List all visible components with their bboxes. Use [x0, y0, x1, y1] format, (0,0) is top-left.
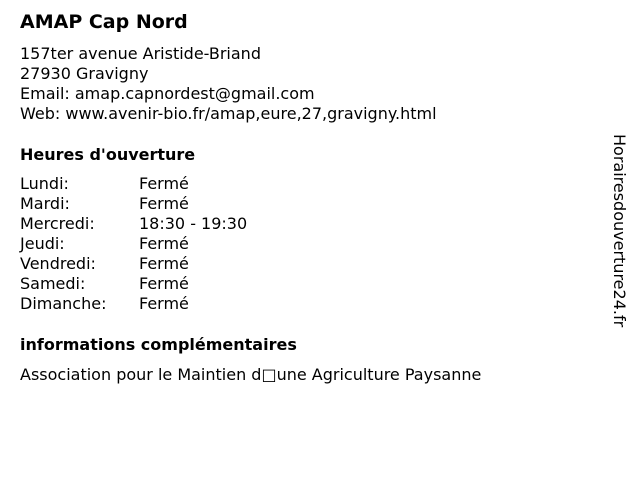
web-line — [20, 104, 437, 124]
info-text: Association pour le Maintien d□une Agriculture Paysanne — [20, 365, 482, 384]
hours-value: Fermé — [139, 234, 189, 253]
hours-day: Jeudi: — [20, 234, 65, 253]
info-title: informations complémentaires — [20, 335, 297, 354]
store-address — [20, 44, 437, 124]
store-name: AMAP Cap Nord — [20, 11, 188, 33]
hours-value: Fermé — [139, 174, 189, 193]
address-line-city: 27930 Gravigny — [20, 64, 149, 83]
hours-day: Lundi: — [20, 174, 69, 193]
hours-value: 18:30 - 19:30 — [139, 214, 248, 233]
hours-value: Fermé — [139, 274, 189, 293]
hours-value: Fermé — [139, 194, 189, 213]
site-watermark: Horairesdouverture24.fr — [610, 134, 629, 328]
hours-day: Mercredi: — [20, 214, 95, 233]
web-value: www.avenir-bio.fr/amap,eure,27,gravigny.html — [65, 104, 437, 123]
email-label: Email: — [20, 84, 70, 103]
web-label: Web: — [20, 104, 61, 123]
email-line — [20, 84, 437, 104]
hours-value: Fermé — [139, 254, 189, 273]
email-value: amap.capnordest@gmail.com — [74, 84, 315, 103]
hours-title: Heures d'ouverture — [20, 145, 196, 164]
hours-day: Samedi: — [20, 274, 86, 293]
hours-day: Vendredi: — [20, 254, 96, 273]
address-line-street: 157ter avenue Aristide-Briand — [20, 44, 261, 63]
hours-day: Mardi: — [20, 194, 70, 213]
hours-value: Fermé — [139, 294, 189, 313]
hours-day: Dimanche: — [20, 294, 107, 313]
